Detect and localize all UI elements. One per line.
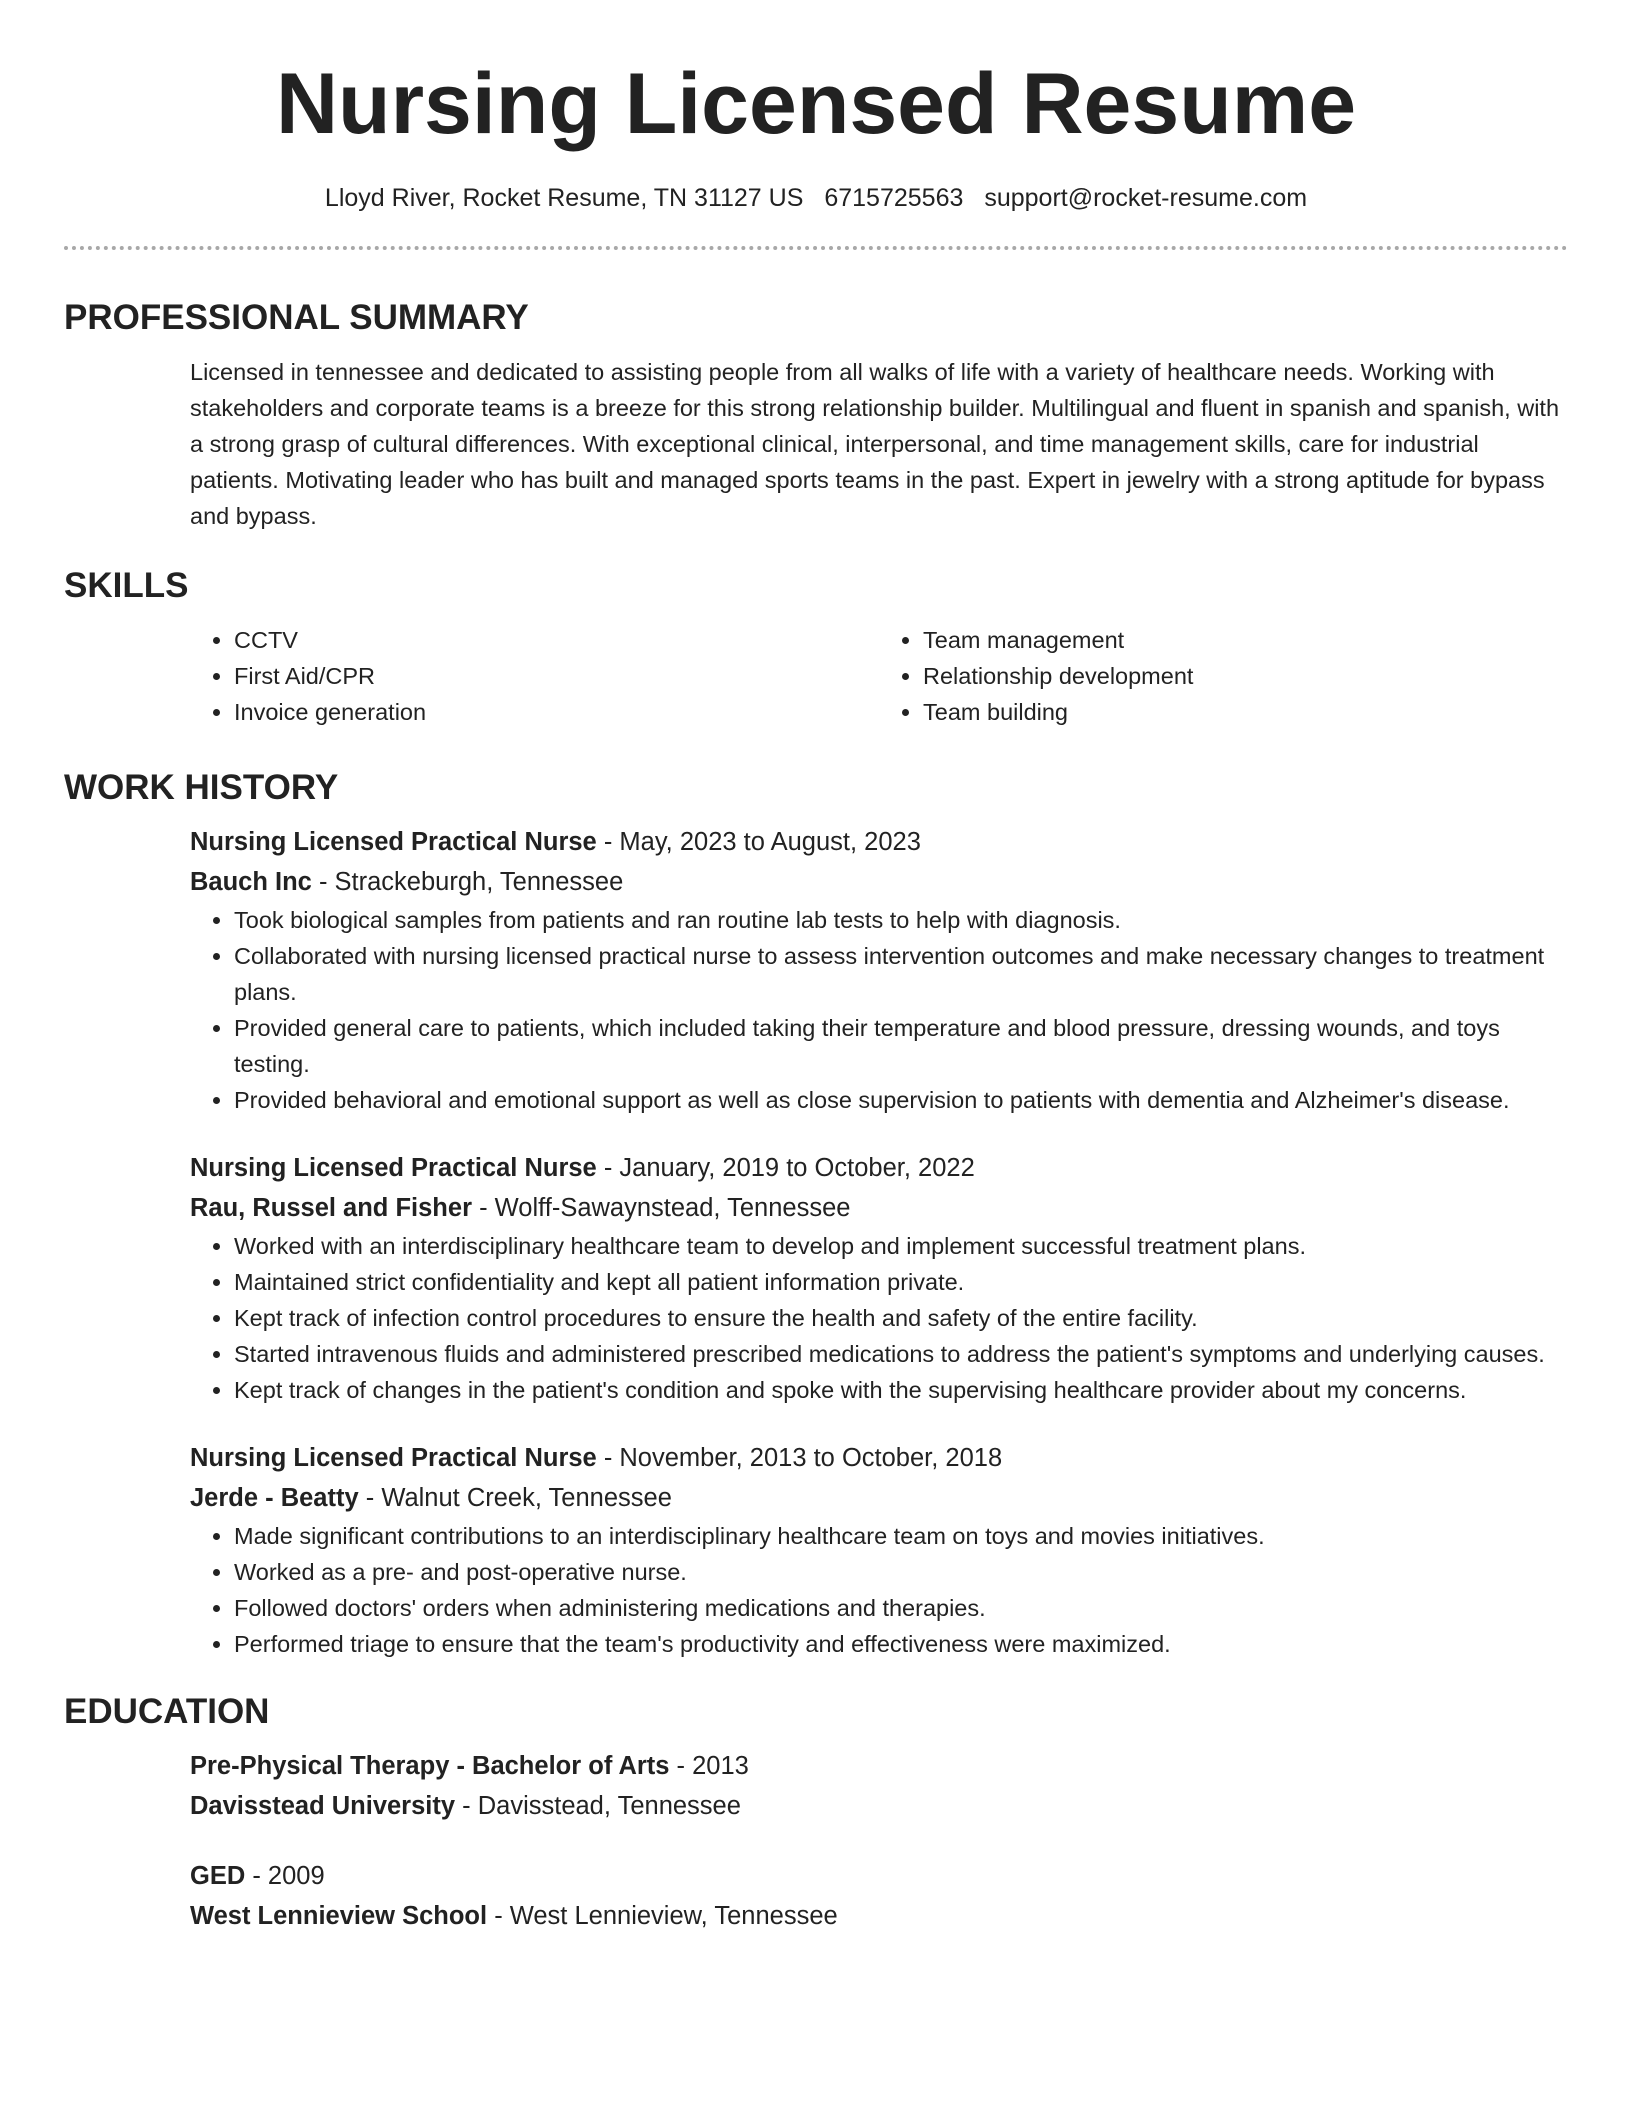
job-company: Rau, Russel and Fisher [190, 1194, 472, 1222]
skill-item: • Relationship development [923, 658, 1568, 694]
education-school: Davisstead University [190, 1792, 456, 1820]
job-bullet: • Started intravenous fluids and administered prescribed medications to address the patient's symptoms and underlying causes. [234, 1336, 1568, 1372]
education-year: - 2013 [669, 1752, 749, 1780]
skill-item: • First Aid/CPR [234, 658, 879, 694]
job-bullets [190, 1518, 1568, 1662]
job-role-line [190, 1148, 1568, 1188]
section-title-skills: SKILLS [64, 566, 189, 605]
job-bullet: • Made significant contributions to an interdisciplinary healthcare team on toys and movies initiatives. [234, 1518, 1568, 1554]
job-entry [190, 822, 1568, 1118]
job-bullet: • Kept track of infection control procedures to ensure the health and safety of the entire facility. [234, 1300, 1568, 1336]
job-role: Nursing Licensed Practical Nurse [190, 1154, 597, 1182]
skill-item: • Team management [923, 622, 1568, 658]
job-role: Nursing Licensed Practical Nurse [190, 1444, 597, 1472]
job-location: - Wolff-Sawaynstead, Tennessee [472, 1194, 851, 1222]
job-bullets [190, 1228, 1568, 1408]
job-bullet: • Collaborated with nursing licensed practical nurse to assess intervention outcomes and make necessary changes to treatment plans. [234, 938, 1568, 1010]
job-dates: - May, 2023 to August, 2023 [596, 828, 921, 856]
resume-page [64, 0, 1568, 1936]
education-degree-line [190, 1856, 1568, 1896]
job-bullet: • Maintained strict confidentiality and kept all patient information private. [234, 1264, 1568, 1300]
job-company: Jerde - Beatty [190, 1484, 359, 1512]
job-company-line [190, 1478, 1568, 1518]
job-bullet: • Took biological samples from patients and ran routine lab tests to help with diagnosis. [234, 902, 1568, 938]
section-title-summary: PROFESSIONAL SUMMARY [64, 298, 529, 337]
skill-item: • Invoice generation [234, 694, 879, 730]
job-bullet: • Worked as a pre- and post-operative nurse. [234, 1554, 1568, 1590]
education-location: - Davisstead, Tennessee [455, 1792, 741, 1820]
section-title-education: EDUCATION [64, 1692, 270, 1731]
skills-grid [190, 622, 1568, 730]
job-bullet: • Provided general care to patients, which included taking their temperature and blood pressure, dressing wounds, and toys testing. [234, 1010, 1568, 1082]
education-year: - 2009 [245, 1862, 325, 1890]
education-school-line [190, 1896, 1568, 1936]
summary-text: Licensed in tennessee and dedicated to assisting people from all walks of life with a variety of healthcare needs. Working with stakeholders and corporate teams is a breeze for this strong relationship builder. Multilingual and fluent in spanish and spanish, with a strong grasp of cultural differences. With exceptional clinical, interpersonal, and time management skills, care for industrial patients. Motivating leader who has built and managed sports teams in the past. Expert in jewelry with a strong aptitude for bypass and bypass. [190, 359, 1560, 529]
resume-title: Nursing Licensed Resume [275, 56, 1357, 152]
education-degree-line [190, 1746, 1568, 1786]
contact-phone: 6715725563 [824, 184, 964, 212]
job-bullet: • Followed doctors' orders when administering medications and therapies. [234, 1590, 1568, 1626]
education-school: West Lennieview School [190, 1902, 488, 1930]
job-company-line [190, 1188, 1568, 1228]
contact-line [64, 182, 1568, 214]
job-bullet: • Performed triage to ensure that the team's productivity and effectiveness were maximized. [234, 1626, 1568, 1662]
job-location: - Strackeburgh, Tennessee [311, 868, 624, 896]
job-entry [190, 1148, 1568, 1408]
education-degree: Pre-Physical Therapy - Bachelor of Arts [190, 1752, 670, 1780]
job-entry [190, 1438, 1568, 1662]
education-entry [190, 1746, 1568, 1826]
job-role: Nursing Licensed Practical Nurse [190, 828, 597, 856]
job-location: - Walnut Creek, Tennessee [358, 1484, 672, 1512]
skill-item: • CCTV [234, 622, 879, 658]
contact-email: support@rocket-resume.com [984, 184, 1308, 212]
section-title-work-history: WORK HISTORY [64, 768, 339, 807]
skills-column-right [879, 622, 1568, 730]
job-bullet: • Kept track of changes in the patient's condition and spoke with the supervising healthcare provider about my concerns. [234, 1372, 1568, 1408]
job-dates: - January, 2019 to October, 2022 [596, 1154, 975, 1182]
education-location: - West Lennieview, Tennessee [487, 1902, 838, 1930]
job-dates: - November, 2013 to October, 2018 [596, 1444, 1003, 1472]
header-divider [64, 246, 1568, 250]
job-company: Bauch Inc [190, 868, 312, 896]
job-role-line [190, 1438, 1568, 1478]
skill-item: • Team building [923, 694, 1568, 730]
skills-column-left [190, 622, 879, 730]
contact-address: Lloyd River, Rocket Resume, TN 31127 US [324, 184, 804, 212]
education-degree: GED [190, 1862, 246, 1890]
job-company-line [190, 862, 1568, 902]
job-bullet: • Provided behavioral and emotional support as well as close supervision to patients with dementia and Alzheimer's disease. [234, 1082, 1568, 1118]
education-entry [190, 1856, 1568, 1936]
education-school-line [190, 1786, 1568, 1826]
job-bullet: • Worked with an interdisciplinary healthcare team to develop and implement successful treatment plans. [234, 1228, 1568, 1264]
job-bullets [190, 902, 1568, 1118]
job-role-line [190, 822, 1568, 862]
